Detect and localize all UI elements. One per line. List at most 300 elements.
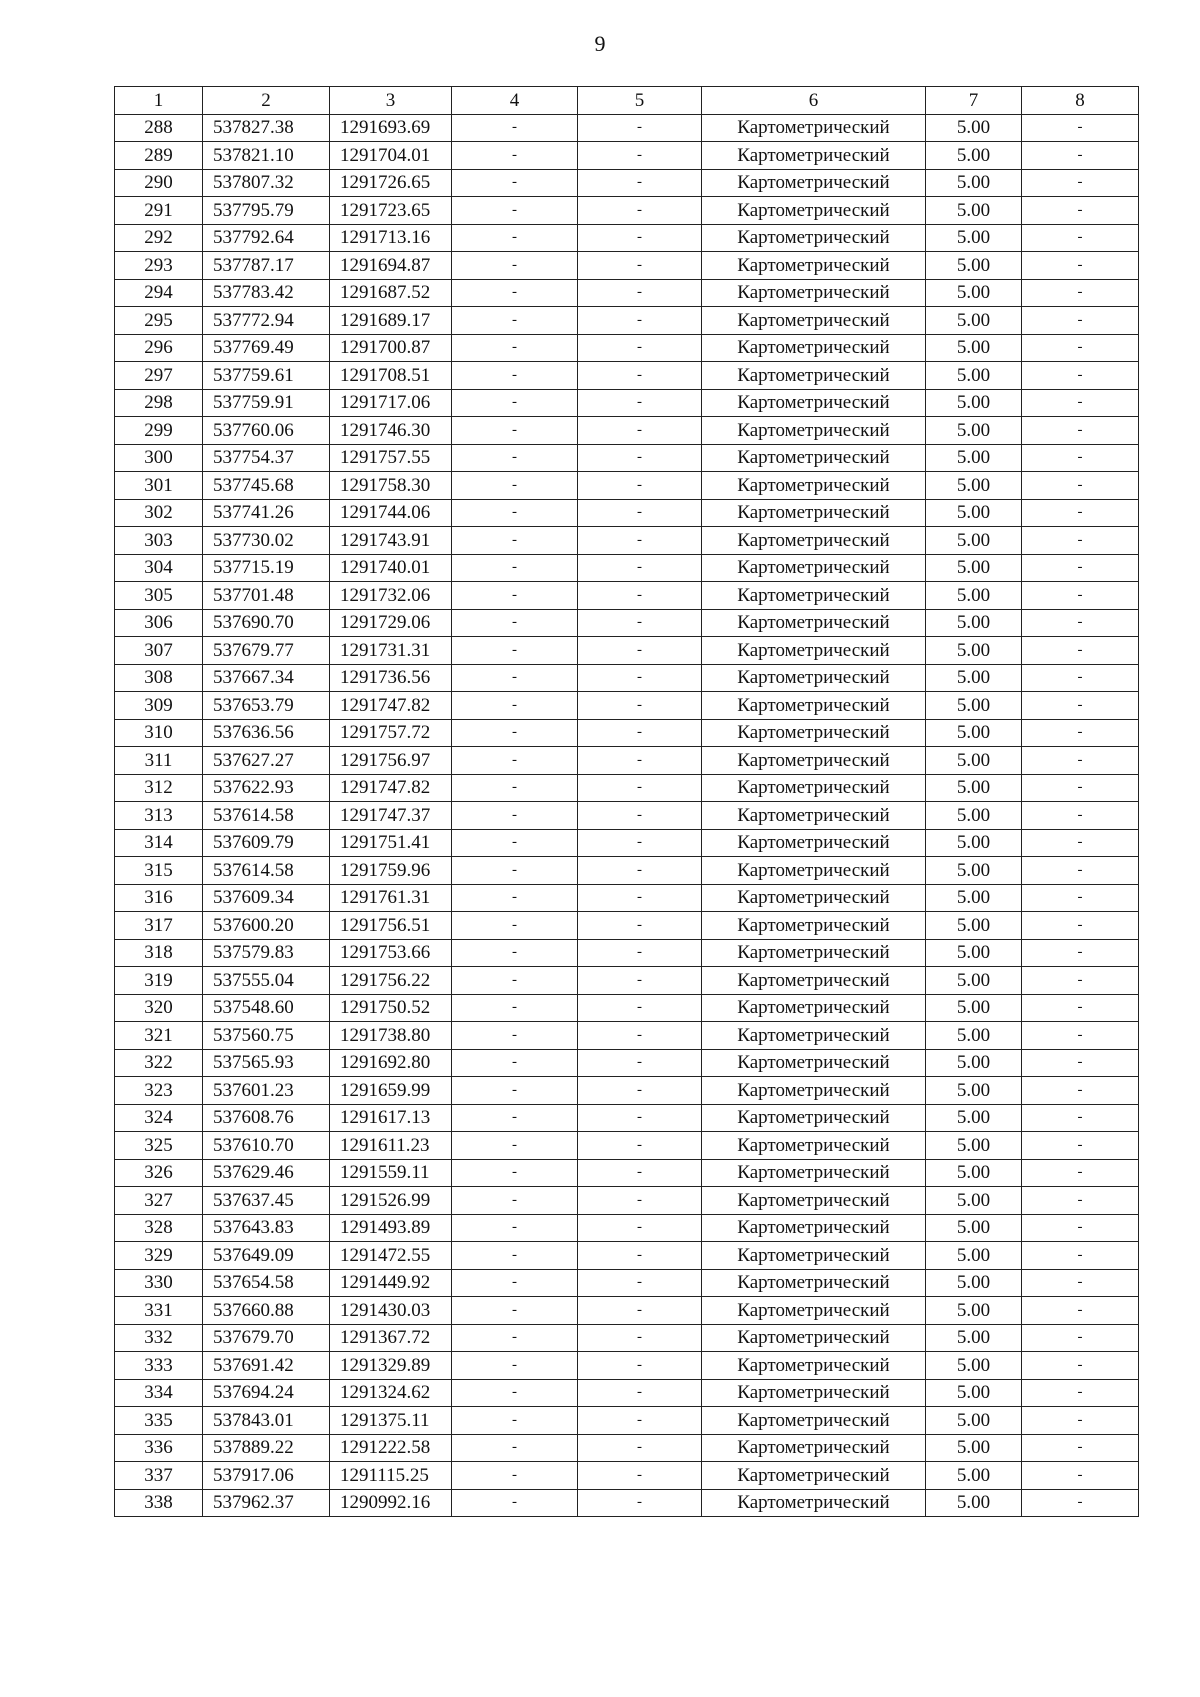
column-8-cell: - (1022, 1269, 1139, 1297)
point-number-cell: 321 (115, 1022, 203, 1050)
coordinate-y-cell: 1291753.66 (330, 939, 452, 967)
accuracy-cell: 5.00 (926, 197, 1022, 225)
column-5-cell: - (578, 637, 702, 665)
coordinate-y-cell: 1291526.99 (330, 1187, 452, 1215)
column-4-cell: - (452, 197, 578, 225)
accuracy-cell: 5.00 (926, 1049, 1022, 1077)
column-4-cell: - (452, 1159, 578, 1187)
accuracy-cell: 5.00 (926, 334, 1022, 362)
coordinate-y-cell: 1291738.80 (330, 1022, 452, 1050)
coordinate-y-cell: 1291747.37 (330, 802, 452, 830)
table-row (115, 169, 1139, 197)
column-4-cell: - (452, 774, 578, 802)
column-4-cell: - (452, 1104, 578, 1132)
method-cell: Картометрический (702, 1214, 926, 1242)
accuracy-cell: 5.00 (926, 279, 1022, 307)
method-cell: Картометрический (702, 389, 926, 417)
method-cell: Картометрический (702, 802, 926, 830)
accuracy-cell: 5.00 (926, 582, 1022, 610)
method-cell: Картометрический (702, 334, 926, 362)
column-4-cell: - (452, 994, 578, 1022)
column-8-cell: - (1022, 1462, 1139, 1490)
column-5-cell: - (578, 417, 702, 445)
column-4-cell: - (452, 912, 578, 940)
coordinate-y-cell: 1291713.16 (330, 224, 452, 252)
coordinate-y-cell: 1291729.06 (330, 609, 452, 637)
column-header-7: 7 (926, 87, 1022, 115)
column-8-cell: - (1022, 747, 1139, 775)
coordinate-x-cell: 537627.27 (203, 747, 330, 775)
coordinate-y-cell: 1291744.06 (330, 499, 452, 527)
column-4-cell: - (452, 582, 578, 610)
accuracy-cell: 5.00 (926, 967, 1022, 995)
point-number-cell: 324 (115, 1104, 203, 1132)
table-row (115, 829, 1139, 857)
accuracy-cell: 5.00 (926, 1297, 1022, 1325)
coordinate-y-cell: 1291756.51 (330, 912, 452, 940)
column-5-cell: - (578, 884, 702, 912)
coordinate-y-cell: 1291747.82 (330, 692, 452, 720)
coordinate-x-cell: 537760.06 (203, 417, 330, 445)
table-row (115, 1489, 1139, 1517)
accuracy-cell: 5.00 (926, 1242, 1022, 1270)
column-5-cell: - (578, 1022, 702, 1050)
point-number-cell: 300 (115, 444, 203, 472)
coordinate-y-cell: 1291493.89 (330, 1214, 452, 1242)
coordinate-y-cell: 1291758.30 (330, 472, 452, 500)
column-4-cell: - (452, 884, 578, 912)
column-4-cell: - (452, 664, 578, 692)
column-8-cell: - (1022, 582, 1139, 610)
coordinate-x-cell: 537579.83 (203, 939, 330, 967)
point-number-cell: 291 (115, 197, 203, 225)
table-header-row (115, 87, 1139, 115)
table-row (115, 912, 1139, 940)
column-8-cell: - (1022, 1159, 1139, 1187)
point-number-cell: 315 (115, 857, 203, 885)
accuracy-cell: 5.00 (926, 609, 1022, 637)
column-5-cell: - (578, 1379, 702, 1407)
accuracy-cell: 5.00 (926, 1324, 1022, 1352)
accuracy-cell: 5.00 (926, 1022, 1022, 1050)
table-row (115, 362, 1139, 390)
column-4-cell: - (452, 637, 578, 665)
table-row (115, 554, 1139, 582)
coordinate-x-cell: 537660.88 (203, 1297, 330, 1325)
column-5-cell: - (578, 747, 702, 775)
coordinate-x-cell: 537889.22 (203, 1434, 330, 1462)
table-row (115, 939, 1139, 967)
point-number-cell: 318 (115, 939, 203, 967)
table-row (115, 1242, 1139, 1270)
column-4-cell: - (452, 1049, 578, 1077)
point-number-cell: 319 (115, 967, 203, 995)
column-4-cell: - (452, 554, 578, 582)
column-5-cell: - (578, 774, 702, 802)
column-8-cell: - (1022, 224, 1139, 252)
accuracy-cell: 5.00 (926, 637, 1022, 665)
coordinate-x-cell: 537795.79 (203, 197, 330, 225)
column-8-cell: - (1022, 1297, 1139, 1325)
column-8-cell: - (1022, 1077, 1139, 1105)
coordinate-x-cell: 537636.56 (203, 719, 330, 747)
accuracy-cell: 5.00 (926, 499, 1022, 527)
column-8-cell: - (1022, 664, 1139, 692)
method-cell: Картометрический (702, 582, 926, 610)
coordinate-x-cell: 537759.91 (203, 389, 330, 417)
method-cell: Картометрический (702, 912, 926, 940)
column-5-cell: - (578, 1187, 702, 1215)
coordinate-y-cell: 1291726.65 (330, 169, 452, 197)
coordinate-y-cell: 1291693.69 (330, 114, 452, 142)
method-cell: Картометрический (702, 1297, 926, 1325)
method-cell: Картометрический (702, 1104, 926, 1132)
accuracy-cell: 5.00 (926, 169, 1022, 197)
point-number-cell: 290 (115, 169, 203, 197)
column-8-cell: - (1022, 252, 1139, 280)
method-cell: Картометрический (702, 1132, 926, 1160)
accuracy-cell: 5.00 (926, 1077, 1022, 1105)
method-cell: Картометрический (702, 1462, 926, 1490)
column-8-cell: - (1022, 692, 1139, 720)
accuracy-cell: 5.00 (926, 554, 1022, 582)
coordinate-y-cell: 1291449.92 (330, 1269, 452, 1297)
coordinate-y-cell: 1291732.06 (330, 582, 452, 610)
column-8-cell: - (1022, 444, 1139, 472)
coordinate-x-cell: 537548.60 (203, 994, 330, 1022)
column-5-cell: - (578, 1049, 702, 1077)
point-number-cell: 308 (115, 664, 203, 692)
method-cell: Картометрический (702, 1242, 926, 1270)
coordinate-y-cell: 1291751.41 (330, 829, 452, 857)
coordinate-x-cell: 537609.79 (203, 829, 330, 857)
coordinate-y-cell: 1291694.87 (330, 252, 452, 280)
table-row (115, 884, 1139, 912)
point-number-cell: 314 (115, 829, 203, 857)
column-8-cell: - (1022, 609, 1139, 637)
table-row (115, 1049, 1139, 1077)
column-5-cell: - (578, 472, 702, 500)
column-4-cell: - (452, 1077, 578, 1105)
column-8-cell: - (1022, 939, 1139, 967)
column-5-cell: - (578, 1269, 702, 1297)
method-cell: Картометрический (702, 224, 926, 252)
method-cell: Картометрический (702, 307, 926, 335)
column-4-cell: - (452, 719, 578, 747)
accuracy-cell: 5.00 (926, 1434, 1022, 1462)
table-row (115, 114, 1139, 142)
column-4-cell: - (452, 1434, 578, 1462)
coordinate-y-cell: 1291750.52 (330, 994, 452, 1022)
method-cell: Картометрический (702, 169, 926, 197)
accuracy-cell: 5.00 (926, 417, 1022, 445)
column-8-cell: - (1022, 1214, 1139, 1242)
column-5-cell: - (578, 829, 702, 857)
coordinate-y-cell: 1291756.97 (330, 747, 452, 775)
coordinate-x-cell: 537654.58 (203, 1269, 330, 1297)
table-row (115, 307, 1139, 335)
column-5-cell: - (578, 197, 702, 225)
coordinate-y-cell: 1291708.51 (330, 362, 452, 390)
point-number-cell: 335 (115, 1407, 203, 1435)
column-5-cell: - (578, 1104, 702, 1132)
column-4-cell: - (452, 1022, 578, 1050)
point-number-cell: 333 (115, 1352, 203, 1380)
method-cell: Картометрический (702, 609, 926, 637)
coordinate-x-cell: 537560.75 (203, 1022, 330, 1050)
accuracy-cell: 5.00 (926, 774, 1022, 802)
column-5-cell: - (578, 224, 702, 252)
coordinate-y-cell: 1291757.72 (330, 719, 452, 747)
table-row (115, 1159, 1139, 1187)
point-number-cell: 328 (115, 1214, 203, 1242)
accuracy-cell: 5.00 (926, 444, 1022, 472)
table-row (115, 994, 1139, 1022)
column-4-cell: - (452, 1214, 578, 1242)
column-4-cell: - (452, 609, 578, 637)
point-number-cell: 297 (115, 362, 203, 390)
coordinates-table (114, 86, 1139, 1517)
column-8-cell: - (1022, 994, 1139, 1022)
table-row (115, 417, 1139, 445)
column-4-cell: - (452, 169, 578, 197)
point-number-cell: 288 (115, 114, 203, 142)
column-5-cell: - (578, 279, 702, 307)
coordinate-x-cell: 537653.79 (203, 692, 330, 720)
accuracy-cell: 5.00 (926, 802, 1022, 830)
point-number-cell: 338 (115, 1489, 203, 1517)
coordinate-x-cell: 537745.68 (203, 472, 330, 500)
table-row (115, 1022, 1139, 1050)
coordinate-y-cell: 1291704.01 (330, 142, 452, 170)
method-cell: Картометрический (702, 499, 926, 527)
method-cell: Картометрический (702, 1077, 926, 1105)
method-cell: Картометрический (702, 554, 926, 582)
column-4-cell: - (452, 142, 578, 170)
column-8-cell: - (1022, 829, 1139, 857)
column-4-cell: - (452, 1132, 578, 1160)
point-number-cell: 301 (115, 472, 203, 500)
point-number-cell: 299 (115, 417, 203, 445)
column-5-cell: - (578, 609, 702, 637)
coordinate-y-cell: 1291736.56 (330, 664, 452, 692)
column-5-cell: - (578, 527, 702, 555)
coordinate-y-cell: 1291717.06 (330, 389, 452, 417)
column-header-8: 8 (1022, 87, 1139, 115)
accuracy-cell: 5.00 (926, 1159, 1022, 1187)
table-row (115, 197, 1139, 225)
column-8-cell: - (1022, 472, 1139, 500)
coordinate-x-cell: 537643.83 (203, 1214, 330, 1242)
method-cell: Картометрический (702, 747, 926, 775)
coordinate-x-cell: 537783.42 (203, 279, 330, 307)
coordinate-x-cell: 537667.34 (203, 664, 330, 692)
column-8-cell: - (1022, 554, 1139, 582)
coordinate-x-cell: 537610.70 (203, 1132, 330, 1160)
accuracy-cell: 5.00 (926, 829, 1022, 857)
column-8-cell: - (1022, 1352, 1139, 1380)
column-8-cell: - (1022, 967, 1139, 995)
coordinate-x-cell: 537614.58 (203, 857, 330, 885)
table-row (115, 1269, 1139, 1297)
method-cell: Картометрический (702, 664, 926, 692)
coordinate-x-cell: 537917.06 (203, 1462, 330, 1490)
column-header-6: 6 (702, 87, 926, 115)
point-number-cell: 312 (115, 774, 203, 802)
accuracy-cell: 5.00 (926, 1187, 1022, 1215)
column-8-cell: - (1022, 499, 1139, 527)
column-4-cell: - (452, 967, 578, 995)
coordinate-y-cell: 1291743.91 (330, 527, 452, 555)
coordinate-y-cell: 1291611.23 (330, 1132, 452, 1160)
point-number-cell: 323 (115, 1077, 203, 1105)
column-8-cell: - (1022, 527, 1139, 555)
column-header-3: 3 (330, 87, 452, 115)
column-4-cell: - (452, 279, 578, 307)
column-8-cell: - (1022, 802, 1139, 830)
column-5-cell: - (578, 499, 702, 527)
table-row (115, 967, 1139, 995)
column-5-cell: - (578, 362, 702, 390)
accuracy-cell: 5.00 (926, 719, 1022, 747)
method-cell: Картометрический (702, 719, 926, 747)
column-5-cell: - (578, 1462, 702, 1490)
table-row (115, 279, 1139, 307)
method-cell: Картометрический (702, 417, 926, 445)
column-5-cell: - (578, 1214, 702, 1242)
column-8-cell: - (1022, 362, 1139, 390)
column-8-cell: - (1022, 169, 1139, 197)
coordinate-y-cell: 1291700.87 (330, 334, 452, 362)
table-row (115, 774, 1139, 802)
coordinate-y-cell: 1291430.03 (330, 1297, 452, 1325)
point-number-cell: 307 (115, 637, 203, 665)
accuracy-cell: 5.00 (926, 252, 1022, 280)
column-8-cell: - (1022, 307, 1139, 335)
coordinate-y-cell: 1291375.11 (330, 1407, 452, 1435)
coordinate-x-cell: 537701.48 (203, 582, 330, 610)
point-number-cell: 309 (115, 692, 203, 720)
accuracy-cell: 5.00 (926, 1462, 1022, 1490)
column-5-cell: - (578, 307, 702, 335)
column-4-cell: - (452, 802, 578, 830)
table-row (115, 747, 1139, 775)
coordinate-x-cell: 537962.37 (203, 1489, 330, 1517)
column-4-cell: - (452, 472, 578, 500)
accuracy-cell: 5.00 (926, 307, 1022, 335)
column-8-cell: - (1022, 279, 1139, 307)
column-4-cell: - (452, 1242, 578, 1270)
column-5-cell: - (578, 719, 702, 747)
column-8-cell: - (1022, 417, 1139, 445)
column-8-cell: - (1022, 389, 1139, 417)
point-number-cell: 294 (115, 279, 203, 307)
point-number-cell: 292 (115, 224, 203, 252)
coordinate-x-cell: 537754.37 (203, 444, 330, 472)
column-header-1: 1 (115, 87, 203, 115)
method-cell: Картометрический (702, 362, 926, 390)
table-row (115, 719, 1139, 747)
method-cell: Картометрический (702, 857, 926, 885)
coordinate-x-cell: 537759.61 (203, 362, 330, 390)
table-row (115, 1187, 1139, 1215)
coordinate-x-cell: 537694.24 (203, 1379, 330, 1407)
column-5-cell: - (578, 1407, 702, 1435)
table-row (115, 582, 1139, 610)
method-cell: Картометрический (702, 1324, 926, 1352)
column-5-cell: - (578, 1434, 702, 1462)
column-5-cell: - (578, 334, 702, 362)
method-cell: Картометрический (702, 1489, 926, 1517)
table-row (115, 802, 1139, 830)
column-header-4: 4 (452, 87, 578, 115)
coordinate-x-cell: 537691.42 (203, 1352, 330, 1380)
method-cell: Картометрический (702, 279, 926, 307)
accuracy-cell: 5.00 (926, 1489, 1022, 1517)
coordinate-x-cell: 537601.23 (203, 1077, 330, 1105)
accuracy-cell: 5.00 (926, 939, 1022, 967)
coordinate-x-cell: 537792.64 (203, 224, 330, 252)
point-number-cell: 332 (115, 1324, 203, 1352)
column-4-cell: - (452, 307, 578, 335)
method-cell: Картометрический (702, 142, 926, 170)
point-number-cell: 304 (115, 554, 203, 582)
column-8-cell: - (1022, 719, 1139, 747)
table-row (115, 142, 1139, 170)
column-5-cell: - (578, 444, 702, 472)
method-cell: Картометрический (702, 472, 926, 500)
coordinate-y-cell: 1291689.17 (330, 307, 452, 335)
column-8-cell: - (1022, 1242, 1139, 1270)
column-5-cell: - (578, 1324, 702, 1352)
coordinate-x-cell: 537622.93 (203, 774, 330, 802)
column-4-cell: - (452, 939, 578, 967)
point-number-cell: 336 (115, 1434, 203, 1462)
coordinate-x-cell: 537730.02 (203, 527, 330, 555)
method-cell: Картометрический (702, 884, 926, 912)
method-cell: Картометрический (702, 637, 926, 665)
table-row (115, 1434, 1139, 1462)
coordinate-x-cell: 537807.32 (203, 169, 330, 197)
coordinate-x-cell: 537741.26 (203, 499, 330, 527)
coordinate-x-cell: 537608.76 (203, 1104, 330, 1132)
method-cell: Картометрический (702, 527, 926, 555)
method-cell: Картометрический (702, 1352, 926, 1380)
method-cell: Картометрический (702, 692, 926, 720)
method-cell: Картометрический (702, 829, 926, 857)
coordinate-y-cell: 1291756.22 (330, 967, 452, 995)
coordinate-y-cell: 1290992.16 (330, 1489, 452, 1517)
coordinate-x-cell: 537843.01 (203, 1407, 330, 1435)
point-number-cell: 311 (115, 747, 203, 775)
accuracy-cell: 5.00 (926, 857, 1022, 885)
coordinate-x-cell: 537649.09 (203, 1242, 330, 1270)
point-number-cell: 289 (115, 142, 203, 170)
point-number-cell: 329 (115, 1242, 203, 1270)
coordinate-x-cell: 537821.10 (203, 142, 330, 170)
column-4-cell: - (452, 527, 578, 555)
accuracy-cell: 5.00 (926, 692, 1022, 720)
column-5-cell: - (578, 692, 702, 720)
column-5-cell: - (578, 114, 702, 142)
table-row (115, 1104, 1139, 1132)
accuracy-cell: 5.00 (926, 747, 1022, 775)
column-8-cell: - (1022, 857, 1139, 885)
accuracy-cell: 5.00 (926, 664, 1022, 692)
point-number-cell: 293 (115, 252, 203, 280)
column-5-cell: - (578, 664, 702, 692)
column-4-cell: - (452, 252, 578, 280)
